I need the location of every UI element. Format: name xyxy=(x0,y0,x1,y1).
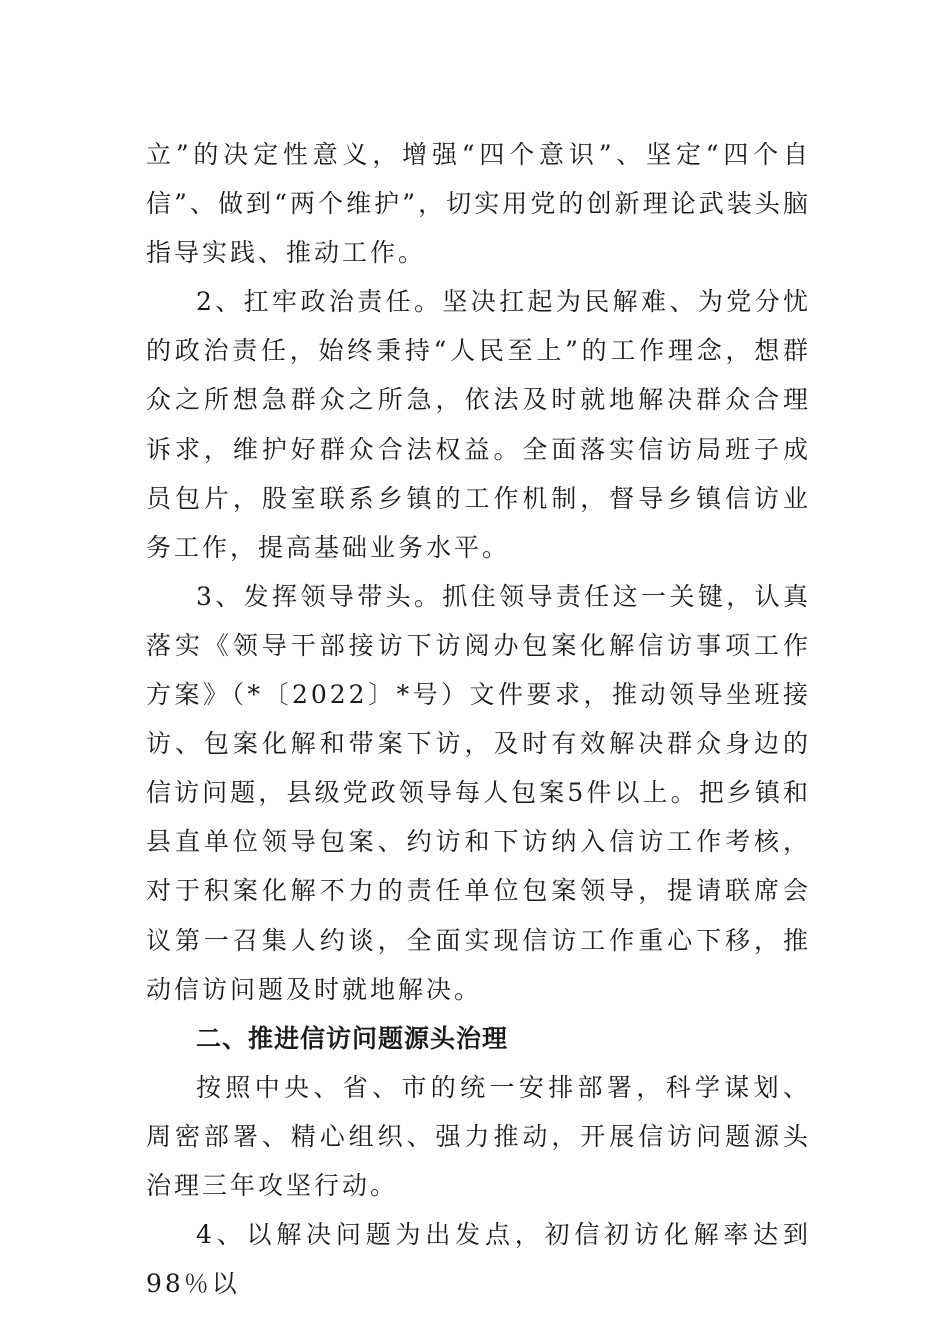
paragraph-item-4: 4、以解决问题为出发点，初信初访化解率达到98％以 xyxy=(146,1220,811,1299)
document-body xyxy=(146,130,811,1308)
paragraph-item-3: 3、发挥领导带头。抓住领导责任这一关键，认真落实《领导干部接访下访阅办包案化解信访事项工作方案》（*〔2022〕*号）文件要求，推动领导坐班接访、包案化解和带案下访，及时有效解决群众身边的信访问题，县级党政领导每人包案5件以上。把乡镇和县直单位领导包案、约访和下访纳入信访工作考核，对于积案化解不力的责任单位包案领导，提请联席会议第一召集人约谈，全面实现信访工作重心下移，推动信访问题及时就地解决。 xyxy=(146,581,811,1004)
section-heading: 二、推进信访问题源头治理 xyxy=(196,1023,509,1053)
paragraph-section-intro: 按照中央、省、市的统一安排部署，科学谋划、周密部署、精心组织、强力推动，开展信访问题源头治理三年攻坚行动。 xyxy=(146,1072,811,1200)
paragraph-continuation: 立”的决定性意义，增强“四个意识”、坚定“四个自信”、做到“两个维护”，切实用党的创新理论武装头脑指导实践、推动工作。 xyxy=(146,140,811,268)
paragraph-item-2: 2、扛牢政治责任。坚决扛起为民解难、为党分忧的政治责任，始终秉持“人民至上”的工作理念，想群众之所想急群众之所急，依法及时就地解决群众合理诉求，维护好群众合法权益。全面落实信访局班子成员包片，股室联系乡镇的工作机制，督导乡镇信访业务工作，提高基础业务水平。 xyxy=(146,287,811,562)
